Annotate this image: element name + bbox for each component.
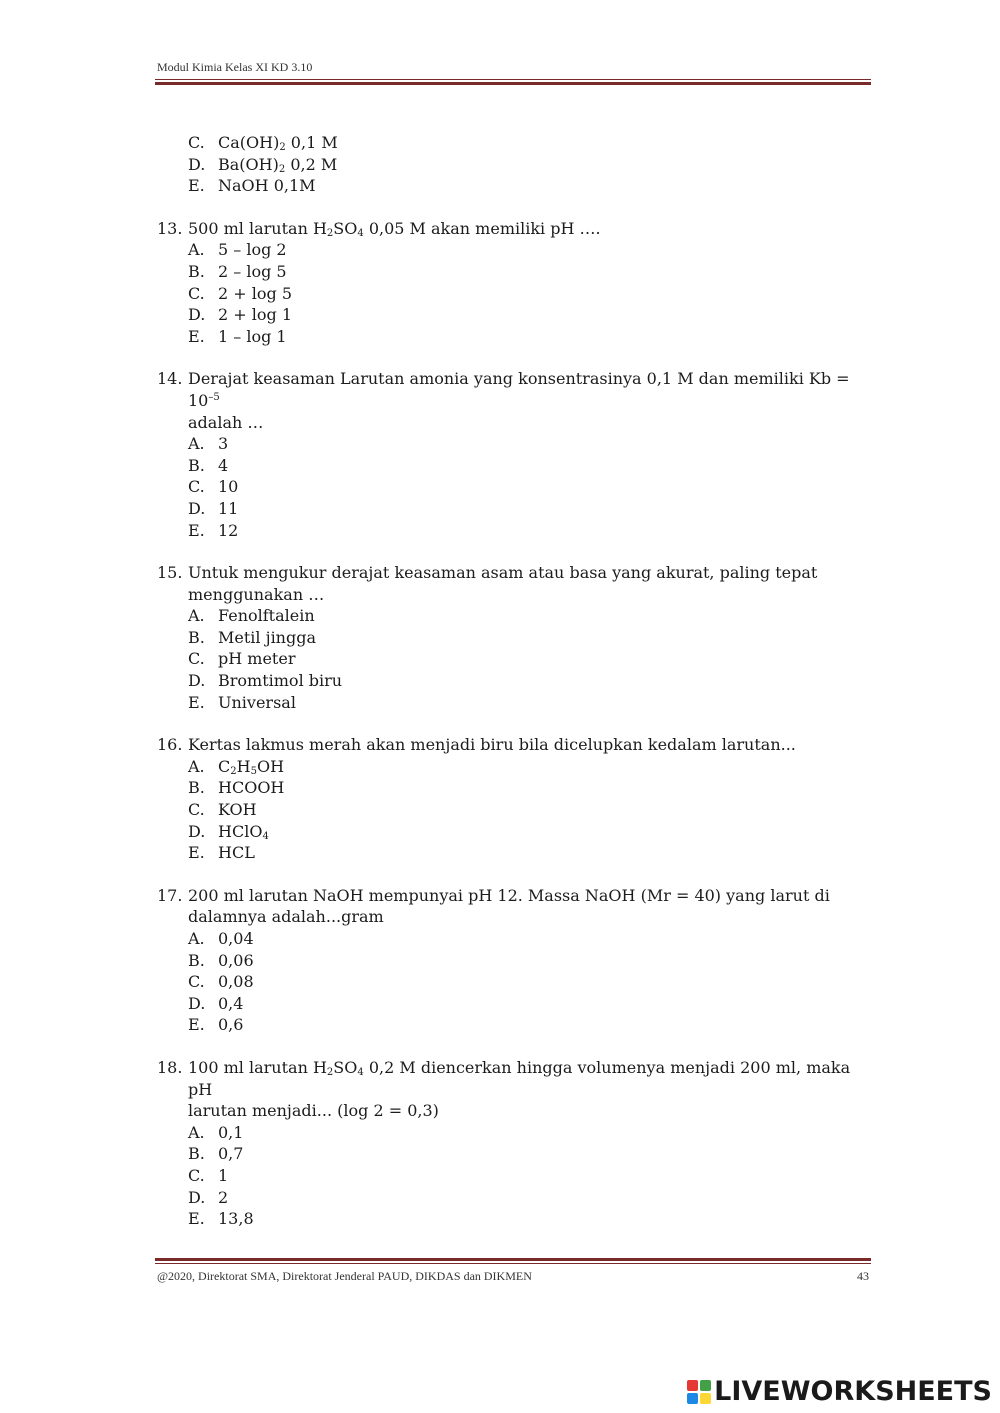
- option-letter: C.: [188, 649, 205, 669]
- option-text: 2: [218, 1187, 229, 1207]
- question-list: [157, 132, 867, 1230]
- option-text: Bromtimol biru: [218, 671, 343, 691]
- question-text: Untuk mengukur derajat keasaman asam atau basa yang akurat, paling tepat menggunakan …: [188, 563, 818, 604]
- answer-option: [157, 326, 867, 348]
- header-rule-thin: [155, 79, 871, 80]
- answer-option: [157, 692, 867, 714]
- answer-option: [157, 605, 867, 627]
- option-text: 13,8: [218, 1209, 254, 1229]
- header-rule-thick: [155, 82, 871, 85]
- answer-option: [157, 756, 867, 778]
- option-text: 0,06: [218, 950, 254, 970]
- answer-option: [157, 239, 867, 261]
- option-letter: C.: [188, 477, 205, 497]
- option-text: Metil jingga: [218, 627, 317, 647]
- answer-option: [157, 1208, 867, 1230]
- option-letter: D.: [188, 498, 206, 518]
- option-text: HCOOH: [218, 778, 285, 798]
- answer-option: [157, 971, 867, 993]
- option-letter: E.: [188, 692, 205, 712]
- question-14: [157, 368, 867, 433]
- question-13: [157, 218, 867, 240]
- answer-option: [157, 1143, 867, 1165]
- footer-rule-thick: [155, 1258, 871, 1261]
- option-letter: A.: [188, 606, 205, 626]
- answer-option: [157, 1122, 867, 1144]
- question-text: 200 ml larutan NaOH mempunyai pH 12. Massa NaOH (Mr = 40) yang larut di dalamnya adalah...gram: [188, 885, 830, 927]
- option-letter: C.: [188, 133, 205, 152]
- option-text: 0,7: [218, 1144, 244, 1164]
- question-text: 500 ml larutan $H_2SO_4$ 0,05 M akan memiliki pH ….: [188, 218, 601, 239]
- answer-option: [157, 498, 867, 520]
- option-letter: D.: [188, 671, 206, 691]
- option-text: $Ba(OH)_2$ 0,2 M: [218, 154, 338, 175]
- option-text: 3: [218, 434, 229, 454]
- option-text: 0,4: [218, 993, 244, 1013]
- answer-option: [157, 821, 867, 843]
- option-text: 1 – log 1: [218, 326, 287, 346]
- answer-option: [157, 950, 867, 972]
- option-letter: E.: [188, 326, 205, 346]
- question-number: 15.: [157, 563, 183, 583]
- question-17: [157, 885, 867, 928]
- option-text: 4: [218, 455, 229, 475]
- option-text: $C_2H_5OH$: [218, 756, 285, 777]
- answer-option: [157, 1187, 867, 1209]
- question-number: 18.: [157, 1057, 183, 1077]
- option-letter: D.: [188, 305, 206, 325]
- option-letter: C.: [188, 283, 205, 303]
- question-16: [157, 734, 867, 756]
- option-text: 5 – log 2: [218, 240, 287, 260]
- option-list: [157, 928, 867, 1036]
- option-list: [157, 239, 867, 347]
- option-letter: D.: [188, 1187, 206, 1207]
- option-letter: B.: [188, 1144, 205, 1164]
- option-text: 2 + log 5: [218, 283, 293, 303]
- question-18: [157, 1057, 867, 1122]
- option-letter: D.: [188, 821, 206, 841]
- option-letter: B.: [188, 778, 205, 798]
- question-number: 13.: [157, 218, 183, 238]
- option-letter: E.: [188, 843, 205, 863]
- liveworksheets-logo[interactable]: [687, 1376, 992, 1407]
- answer-option: [157, 476, 867, 498]
- option-text: 12: [218, 520, 239, 540]
- answer-option: [157, 627, 867, 649]
- option-letter: C.: [188, 800, 205, 820]
- answer-option: [157, 777, 867, 799]
- option-text: pH meter: [218, 649, 296, 669]
- option-letter: B.: [188, 627, 205, 647]
- option-letter: C.: [188, 1165, 205, 1185]
- question-number: 16.: [157, 735, 183, 755]
- option-letter: B.: [188, 950, 205, 970]
- continued-option: [157, 175, 867, 197]
- question-number: 17.: [157, 885, 183, 905]
- answer-option: [157, 1014, 867, 1036]
- answer-option: [157, 993, 867, 1015]
- option-list: [157, 433, 867, 541]
- option-text: Universal: [218, 692, 296, 712]
- answer-option: [157, 283, 867, 305]
- question-number: 14.: [157, 369, 183, 389]
- brand-name: LIVEWORKSHEETS: [714, 1376, 992, 1407]
- page-number: 43: [857, 1269, 869, 1283]
- brand-square-4: [700, 1393, 711, 1404]
- option-text: 0,04: [218, 929, 254, 948]
- continued-option: [157, 132, 867, 154]
- option-letter: A.: [188, 756, 205, 776]
- answer-option: [157, 842, 867, 864]
- question-text: 100 ml larutan $H_2SO_4$ 0,2 M diencerkan hingga volumenya menjadi 200 ml, maka pH larutan menjadi... (log 2 = 0,3): [188, 1057, 851, 1121]
- option-text: HCL: [218, 843, 255, 863]
- option-text: Fenolftalein: [218, 606, 315, 626]
- option-text: NaOH 0,1M: [218, 176, 316, 196]
- answer-option: [157, 261, 867, 283]
- option-letter: A.: [188, 434, 205, 454]
- brand-square-3: [687, 1393, 698, 1404]
- option-list: [157, 605, 867, 713]
- option-letter: D.: [188, 993, 206, 1013]
- option-letter: E.: [188, 1209, 205, 1229]
- continued-option: [157, 154, 867, 176]
- option-text: 0,08: [218, 972, 254, 992]
- option-letter: D.: [188, 154, 206, 174]
- option-letter: A.: [188, 240, 205, 260]
- option-letter: C.: [188, 972, 205, 992]
- question-text: Kertas lakmus merah akan menjadi biru bila dicelupkan kedalam larutan...: [188, 735, 796, 755]
- option-text: 2 – log 5: [218, 261, 287, 281]
- option-letter: E.: [188, 176, 205, 196]
- option-text: HClO$_4$: [218, 821, 269, 842]
- brand-square-1: [687, 1380, 698, 1391]
- option-letter: B.: [188, 261, 205, 281]
- answer-option: [157, 1165, 867, 1187]
- brand-square-2: [700, 1380, 711, 1391]
- option-text: 11: [218, 498, 239, 518]
- brand-grid-icon: [687, 1380, 711, 1404]
- answer-option: [157, 670, 867, 692]
- option-text: 10: [218, 477, 239, 497]
- question-text: Derajat keasaman Larutan amonia yang konsentrasinya 0,1 M dan memiliki $Kb = 10^{-5}$ adalah …: [188, 369, 850, 432]
- option-text: KOH: [218, 800, 257, 820]
- footer-credit: @2020, Direktorat SMA, Direktorat Jenderal PAUD, DIKDAS dan DIKMEN: [157, 1269, 532, 1283]
- option-letter: E.: [188, 520, 205, 540]
- answer-option: [157, 648, 867, 670]
- option-letter: B.: [188, 455, 205, 475]
- answer-option: [157, 433, 867, 455]
- option-text: 0,1: [218, 1122, 244, 1142]
- question-15: [157, 562, 867, 605]
- answer-option: [157, 928, 867, 950]
- option-list: [157, 1122, 867, 1230]
- option-list: [157, 756, 867, 864]
- option-text: 1: [218, 1165, 229, 1185]
- option-letter: A.: [188, 1122, 205, 1142]
- option-text: 0,6: [218, 1015, 244, 1035]
- answer-option: [157, 455, 867, 477]
- footer-rule-thin: [155, 1263, 871, 1264]
- answer-option: [157, 799, 867, 821]
- option-letter: E.: [188, 1015, 205, 1035]
- option-letter: A.: [188, 929, 205, 948]
- option-text: $Ca(OH)_2$ 0,1 M: [218, 133, 338, 153]
- option-text: 2 + log 1: [218, 305, 293, 325]
- answer-option: [157, 304, 867, 326]
- answer-option: [157, 520, 867, 542]
- module-title: Modul Kimia Kelas XI KD 3.10: [157, 60, 313, 74]
